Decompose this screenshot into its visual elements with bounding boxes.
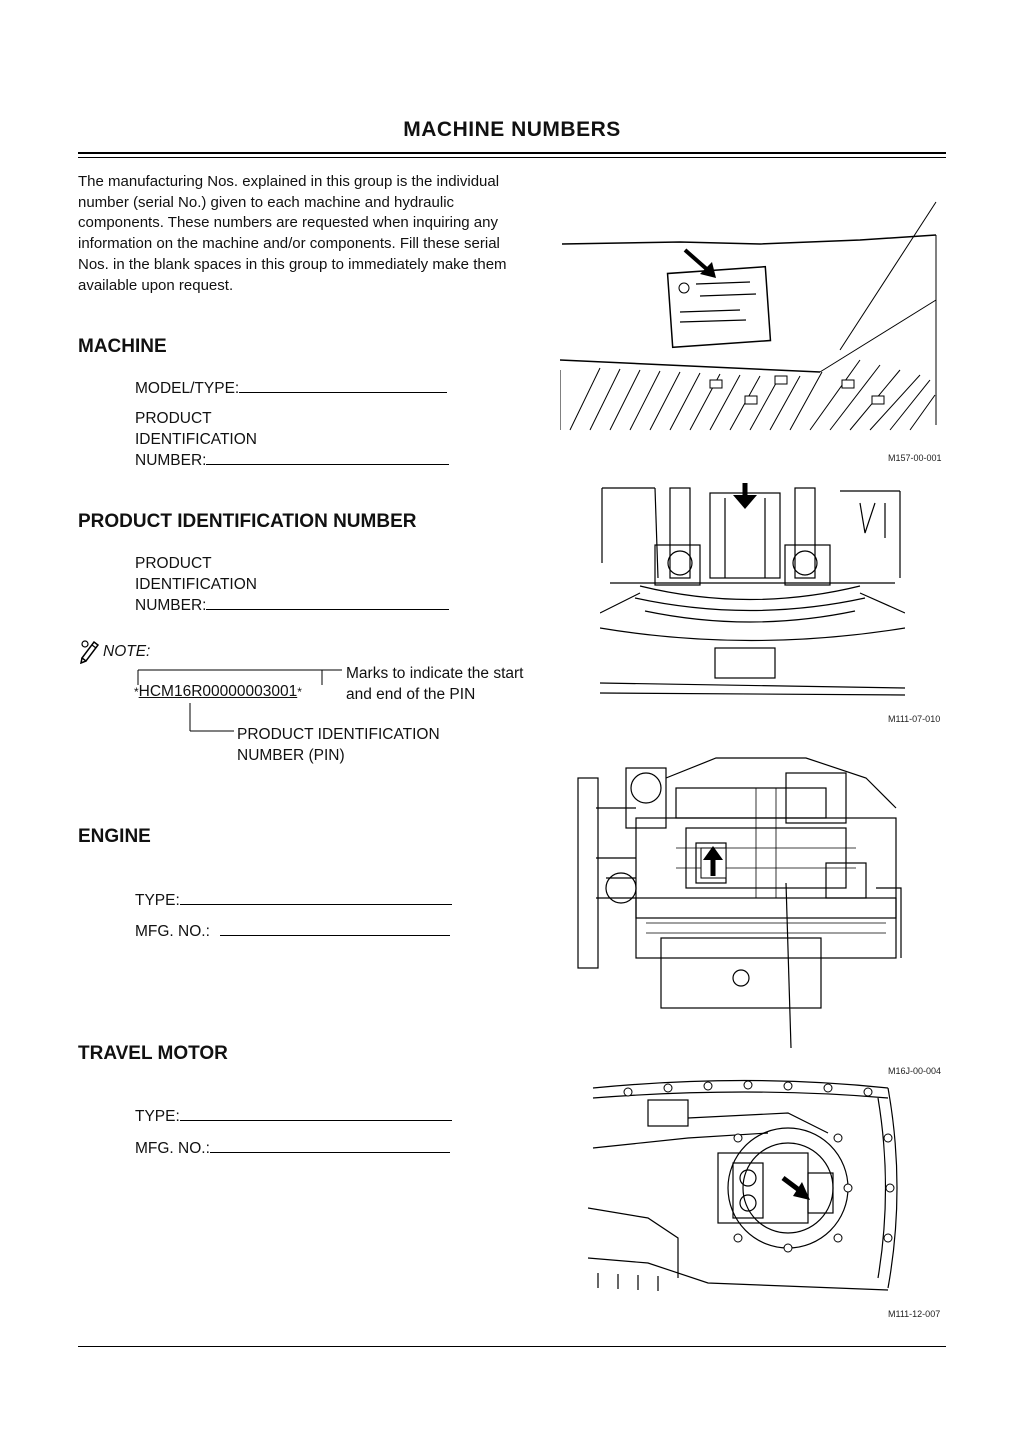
example-pin: HCM16R00000003001 — [138, 683, 298, 700]
pin-heading: PRODUCT IDENTIFICATION NUMBER — [78, 511, 417, 532]
engine-heading: ENGINE — [78, 826, 151, 847]
figure-4-caption: M111-12-007 — [888, 1309, 941, 1319]
machine-pin-label-2: IDENTIFICATION — [135, 431, 257, 448]
figure-1-caption: M157-00-001 — [888, 453, 942, 463]
pin-label-1: PRODUCT — [135, 555, 212, 572]
travel-motor-heading: TRAVEL MOTOR — [78, 1043, 228, 1064]
machine-pin-label-3: NUMBER: — [135, 452, 207, 469]
page-title: MACHINE NUMBERS — [403, 118, 621, 141]
travel-mfg-label: MFG. NO.: — [135, 1140, 210, 1157]
engine-mfg-label: MFG. NO.: — [135, 923, 210, 940]
figure-nameplate — [560, 200, 946, 435]
figure-engine — [576, 748, 912, 1053]
model-type-blank[interactable] — [239, 378, 447, 393]
travel-mfg-field — [135, 1138, 465, 1159]
engine-type-label: TYPE: — [135, 892, 180, 909]
machine-model-field — [135, 378, 465, 399]
figure-3-caption: M16J-00-004 — [888, 1066, 942, 1076]
machine-pin-field — [135, 408, 465, 471]
machine-pin-blank[interactable] — [206, 450, 449, 465]
pin-label-3: NUMBER: — [135, 597, 207, 614]
engine-type-blank[interactable] — [180, 890, 452, 905]
pin-blank[interactable] — [206, 595, 449, 610]
marks-description: Marks to indicate the start and end of the PIN — [346, 665, 524, 703]
pin-field — [135, 553, 465, 616]
title-rule-thin — [78, 157, 946, 158]
pencil-note-icon — [78, 638, 102, 664]
travel-mfg-blank[interactable] — [210, 1138, 450, 1153]
figure-2-caption: M111-07-010 — [888, 714, 941, 724]
model-type-label: MODEL/TYPE: — [135, 380, 240, 397]
travel-type-label: TYPE: — [135, 1108, 180, 1125]
example-pin-line — [134, 683, 302, 701]
pin-description: PRODUCT IDENTIFICATION NUMBER (PIN) — [237, 726, 440, 764]
figure-front-view — [600, 483, 905, 698]
bottom-rule — [78, 1346, 946, 1347]
engine-mfg-field — [135, 921, 465, 942]
intro-paragraph: The manufacturing Nos. explained in this group is the individual number (serial No.) given to each machine and hydraulic components. These numbers are requested when inquiring any information on the machine and/or components. Fill these serial Nos. in the blank spaces in this group to immediately make them available upon request. — [78, 173, 507, 294]
title-rule-thick — [78, 152, 946, 154]
travel-type-field — [135, 1106, 465, 1127]
pin-label-2: IDENTIFICATION — [135, 576, 257, 593]
note-label: NOTE: — [103, 643, 151, 660]
pin-end-star: * — [297, 685, 302, 699]
travel-type-blank[interactable] — [180, 1106, 452, 1121]
figure-travel-motor — [588, 1078, 908, 1298]
engine-mfg-blank[interactable] — [220, 921, 450, 936]
machine-heading: MACHINE — [78, 336, 167, 357]
pin-start-star: * — [134, 685, 139, 699]
engine-type-field — [135, 890, 465, 911]
machine-pin-label-1: PRODUCT — [135, 410, 212, 427]
